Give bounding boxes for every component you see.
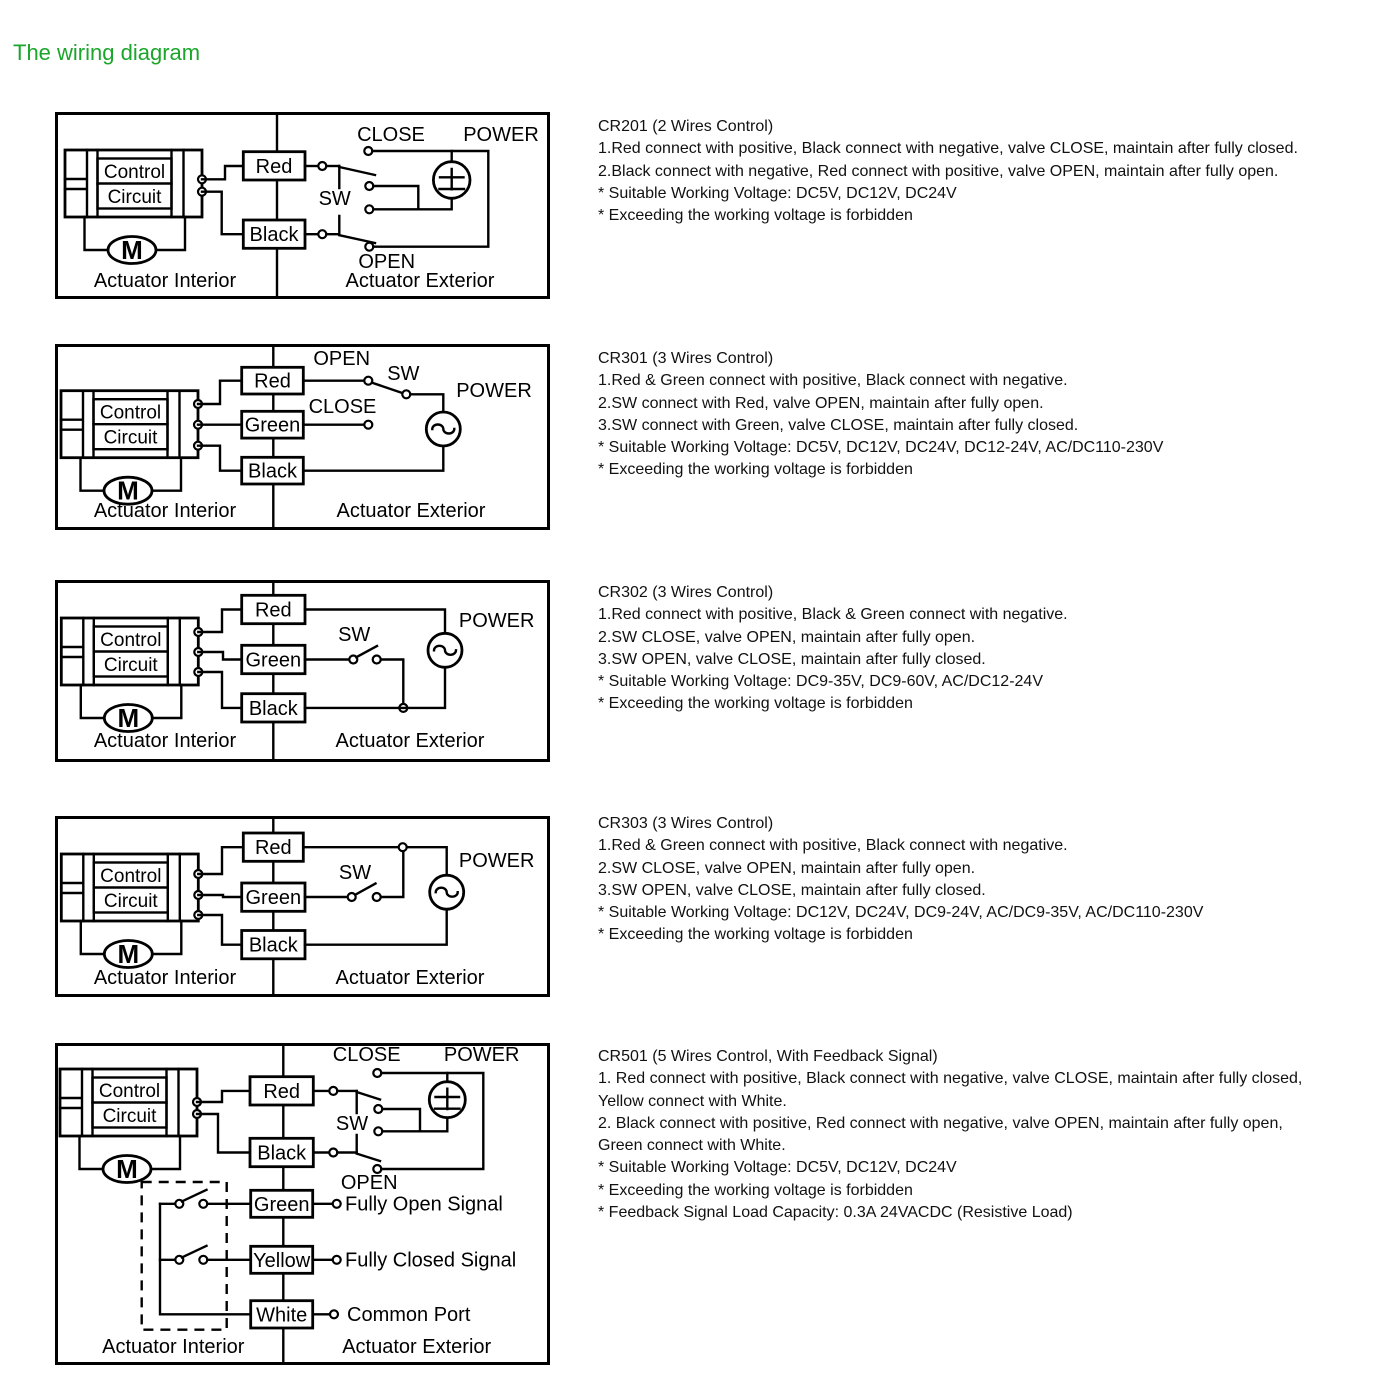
fully-open-feedback-switch [160,1190,251,1208]
sw-label: SW [318,188,351,210]
wire-black [193,1110,357,1167]
cr201-notes [598,116,1298,227]
close-label: CLOSE [308,396,377,418]
power-loop-wire [372,151,488,247]
svg-text:Yellow: Yellow [253,1249,311,1272]
actuator-exterior-label: Actuator Exterior [345,270,495,292]
note-line: 3.SW OPEN, valve CLOSE, maintain after fully closed. [598,650,986,668]
cr301-notes [598,348,1163,482]
cr201-diagram [55,112,550,299]
dc-power-source-symbol [429,1073,465,1118]
sw-label: SW [335,1113,369,1135]
svg-text:Green: Green [245,649,302,672]
note-line: 2. Black connect with positive, Red connect with negative, valve OPEN, maintain after fully open, [598,1114,1283,1132]
note-line: Green connect with White. [598,1137,786,1155]
power-label: POWER [458,610,535,632]
actuator-interior-label: Actuator Interior [93,500,237,522]
cr501-notes [598,1046,1302,1224]
sw-label: SW [338,624,371,646]
cr302-notes [598,582,1068,716]
actuator-exterior-label: Actuator Exterior [335,730,485,752]
svg-text:Black: Black [248,460,297,483]
wire-green [251,1190,503,1217]
fully-open-signal-label: Fully Open Signal [345,1193,503,1216]
cr303-diagram [55,816,550,997]
switch-sw [339,851,403,901]
ac-power-source-symbol [426,412,460,446]
note-line: 2.SW CLOSE, valve OPEN, maintain after fully open. [598,628,976,646]
open-label: OPEN [313,348,371,370]
wire-yellow [251,1246,517,1273]
svg-text:Red: Red [255,156,293,178]
power-label: POWER [443,1044,520,1066]
common-port-label: Common Port [347,1303,471,1326]
fully-closed-signal-label: Fully Closed Signal [345,1249,517,1272]
open-label: OPEN [340,1172,398,1194]
wire-red [193,1077,357,1106]
open-label: OPEN [358,251,416,273]
note-line: * Exceeding the working voltage is forbidden [598,461,913,479]
note-line: 2.SW CLOSE, valve OPEN, maintain after fully open. [598,859,976,877]
section-title: CR301 (3 Wires Control) [598,350,774,367]
section-title: CR303 (3 Wires Control) [598,815,774,832]
note-line: 2.SW connect with Red, valve OPEN, maintain after fully open. [598,394,1044,412]
wire-black [194,909,446,959]
sw-label: SW [387,363,420,385]
svg-text:Black: Black [257,1142,307,1165]
note-line: 1. Red connect with positive, Black connect with negative, valve CLOSE, maintain after fully closed, [598,1070,1303,1088]
switch-sw [338,624,407,712]
note-line: Yellow connect with White. [598,1092,787,1110]
ac-power-source-symbol [428,633,462,667]
section-title: CR201 (2 Wires Control) [598,118,774,135]
page-title: The wiring diagram [13,40,201,65]
cr303-notes [598,813,1203,947]
svg-text:Black: Black [248,934,298,957]
note-line: * Feedback Signal Load Capacity: 0.3A 24VACDC (Resistive Load) [598,1204,1073,1222]
power-label: POWER [463,124,539,146]
wire-black [194,442,443,484]
note-line: * Exceeding the working voltage is forbidden [598,207,913,225]
note-line: * Suitable Working Voltage: DC12V, DC24V, DC9-24V, AC/DC9-35V, AC/DC110-230V [598,904,1204,922]
wire-green [194,645,349,673]
actuator-interior-label: Actuator Interior [93,730,237,752]
note-line: * Suitable Working Voltage: DC5V, DC12V, DC24V [598,1159,957,1177]
actuator-interior-label: Actuator Interior [93,270,237,292]
svg-text:Red: Red [254,599,292,622]
note-line: 1.Red & Green connect with positive, Black connect with negative. [598,837,1068,855]
wire-white [251,1301,471,1328]
note-line: 1.Red connect with positive, Black connect with negative, valve CLOSE, maintain after fully closed. [598,140,1298,158]
switch-sw [336,1069,382,1173]
switch-sw [372,363,444,412]
note-line: * Exceeding the working voltage is forbidden [598,926,913,944]
fully-closed-feedback-switch [160,1246,251,1264]
section-title: CR501 (5 Wires Control, With Feedback Signal) [598,1048,938,1065]
svg-text:Green: Green [253,1193,310,1216]
actuator-exterior-label: Actuator Exterior [336,500,486,522]
cr302-diagram [55,580,550,762]
wire-red [194,595,445,636]
note-line: * Exceeding the working voltage is forbidden [598,1181,913,1199]
section-title: CR302 (3 Wires Control) [598,584,774,601]
svg-text:Red: Red [254,837,292,860]
actuator-exterior-label: Actuator Exterior [335,967,485,989]
power-label: POWER [458,850,535,872]
sw-label: SW [338,862,372,884]
actuator-exterior-label: Actuator Exterior [342,1336,492,1358]
dc-power-source-symbol [433,151,470,198]
wire-green [194,883,347,911]
ac-power-source-symbol [430,875,464,909]
wire-black [194,667,445,722]
note-line: 1.Red connect with positive, Black & Green connect with negative. [598,606,1068,624]
cr301-diagram [55,344,550,530]
cr501-diagram [55,1043,550,1365]
svg-text:Black: Black [249,224,299,246]
note-line: 2.Black connect with negative, Red connect with positive, valve OPEN, maintain after fully open. [598,162,1279,180]
note-line: * Suitable Working Voltage: DC5V, DC12V, DC24V, DC12-24V, AC/DC110-230V [598,439,1164,457]
power-label: POWER [456,380,532,402]
note-line: 1.Red & Green connect with positive, Black connect with negative. [598,372,1068,390]
note-line: * Suitable Working Voltage: DC5V, DC12V, DC24V [598,184,957,202]
note-line: * Exceeding the working voltage is forbidden [598,695,913,713]
svg-text:Red: Red [263,1080,301,1103]
svg-text:Black: Black [248,697,298,720]
note-line: 3.SW OPEN, valve CLOSE, maintain after fully closed. [598,881,986,899]
actuator-interior-label: Actuator Interior [102,1336,245,1358]
svg-text:Green: Green [245,887,302,910]
note-line: 3.SW connect with Green, valve CLOSE, maintain after fully closed. [598,416,1079,434]
svg-text:Red: Red [254,370,291,393]
close-label: CLOSE [357,124,425,146]
note-line: * Suitable Working Voltage: DC9-35V, DC9-60V, AC/DC12-24V [598,673,1043,691]
wire-red [194,833,446,878]
close-label: CLOSE [332,1044,401,1066]
actuator-interior-label: Actuator Interior [93,967,237,989]
svg-text:Green: Green [244,414,301,437]
wire-red [198,152,339,184]
svg-text:White: White [256,1304,308,1327]
